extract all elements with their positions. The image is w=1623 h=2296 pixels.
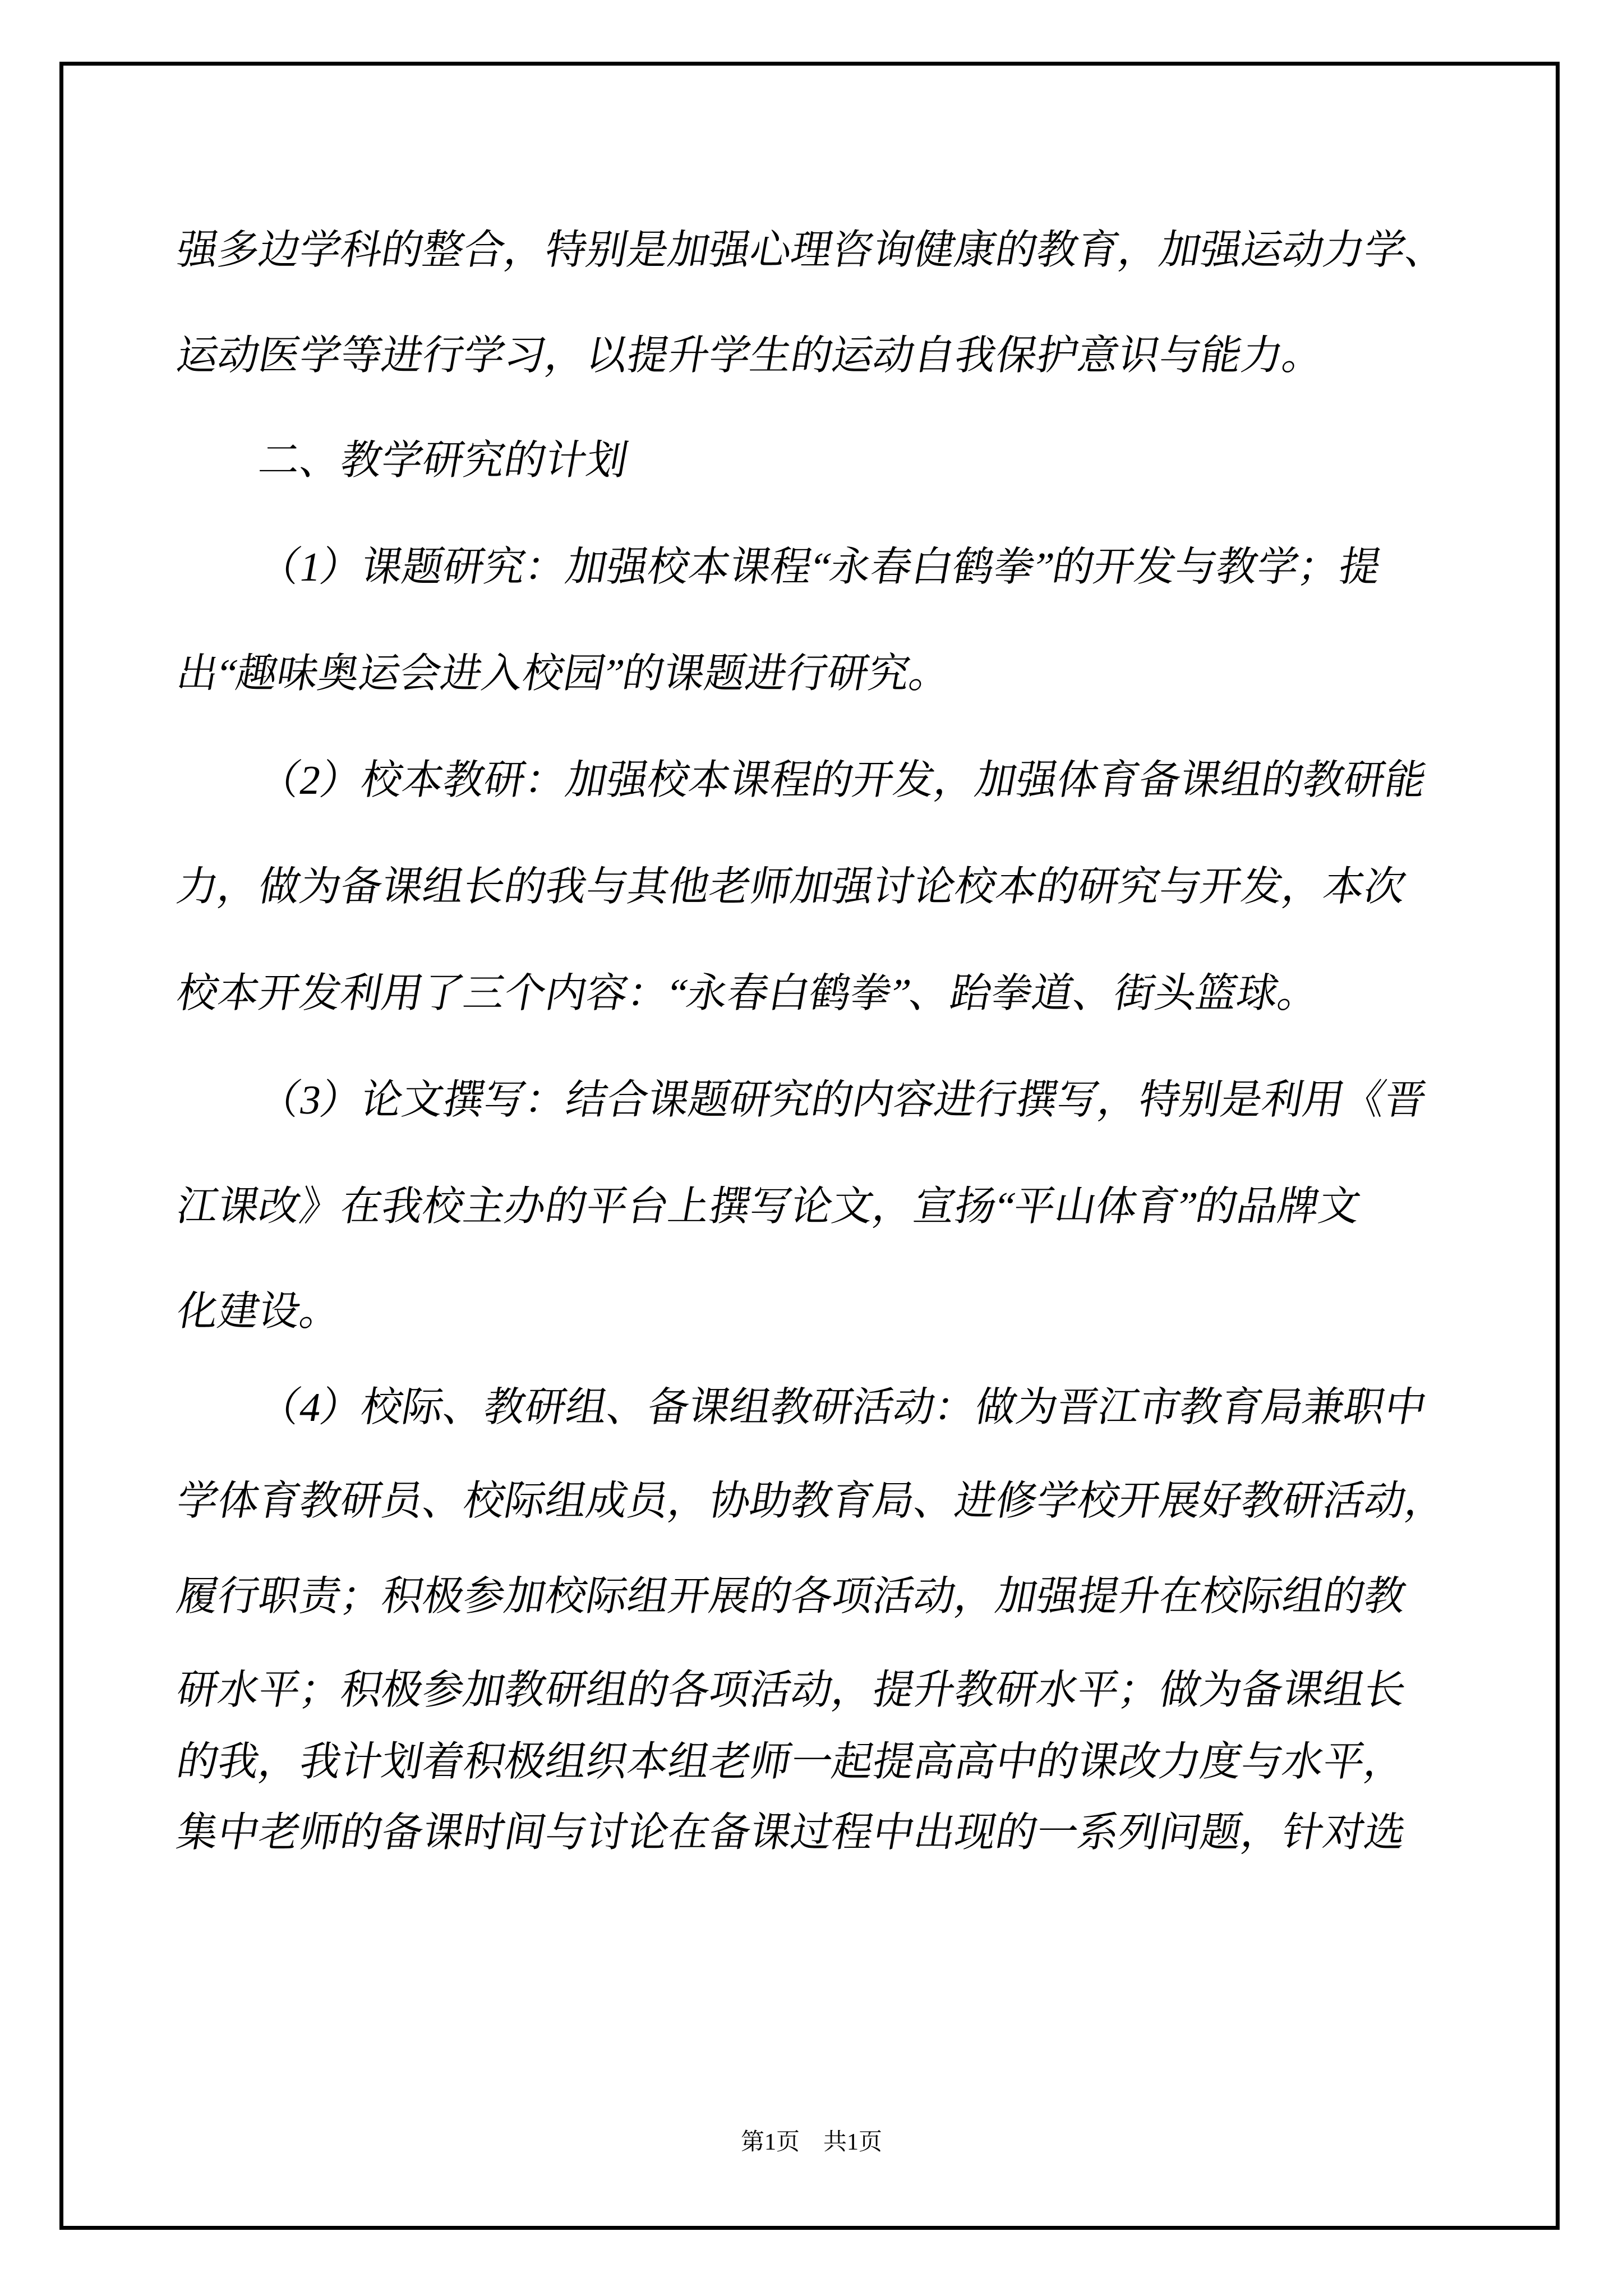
text-line: 强多边学科的整合，特别是加强心理咨询健康的教育，加强运动力学、 (173, 227, 1451, 273)
text-line: （1）课题研究：加强校本课程“永春白鹤拳”的开发与教学；提 (255, 544, 1385, 590)
page-border (59, 62, 1560, 2230)
text-line: （4）校际、教研组、备课组教研活动：做为晋江市教育局兼职中 (255, 1384, 1431, 1430)
text-line: 运动医学等进行学习，以提升学生的运动自我保护意识与能力。 (173, 333, 1328, 378)
text-line: （2）校本教研：加强校本课程的开发，加强体育备课组的教研能 (255, 757, 1431, 803)
text-line: 集中老师的备课时间与讨论在备课过程中出现的一系列问题，针对选 (173, 1810, 1410, 1855)
text-line: 研水平；积极参加教研组的各项活动，提升教研水平；做为备课组长 (173, 1667, 1410, 1713)
text-line: 出“趣味奥运会进入校园”的课题进行研究。 (173, 651, 955, 696)
text-line: 校本开发利用了三个内容：“永春白鹤拳”、跆拳道、街头篮球。 (173, 970, 1324, 1016)
text-line: （3）论文撰写：结合课题研究的内容进行撰写，特别是利用《晋 (255, 1077, 1431, 1122)
text-line: 二、教学研究的计划 (255, 438, 632, 483)
text-line: 江课改》在我校主办的平台上撰写论文，宣扬“平山体育”的品牌文 (173, 1184, 1364, 1229)
text-line: 履行职责；积极参加校际组开展的各项活动，加强提升在校际组的教 (173, 1573, 1410, 1619)
text-line: 的我，我计划着积极组织本组老师一起提高高中的课改力度与水平， (173, 1739, 1410, 1784)
page-number-footer: 第1页 共1页 (740, 2129, 882, 2155)
text-line: 学体育教研员、校际组成员，协助教育局、进修学校开展好教研活动， (173, 1478, 1451, 1524)
text-line: 力，做为备课组长的我与其他老师加强讨论校本的研究与开发，本次 (173, 864, 1410, 909)
text-line: 化建设。 (173, 1289, 345, 1334)
